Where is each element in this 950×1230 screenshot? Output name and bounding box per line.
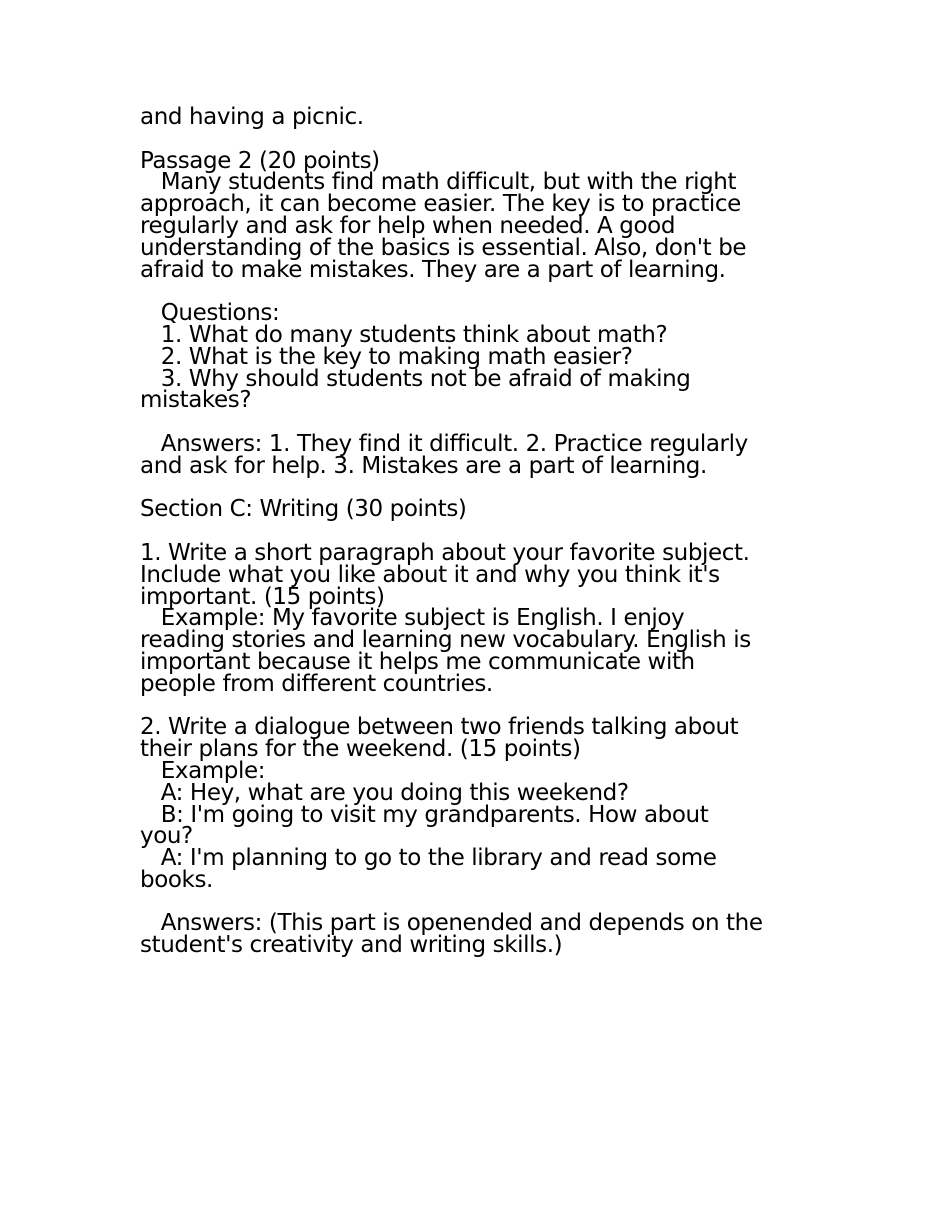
question-line: 3. Why should students not be afraid of making <box>140 365 691 392</box>
writing-task-2-line: their plans for the weekend. (15 points) <box>140 736 581 763</box>
writing-task-2-line: you? <box>140 823 193 850</box>
writing-task-2-line: B: I'm going to visit my grandparents. How about <box>140 801 709 828</box>
question-line: 2. What is the key to making math easier? <box>140 343 633 370</box>
passage-text-line: afraid to make mistakes. They are a part of learning. <box>140 256 726 283</box>
passage-2-heading: Passage 2 (20 points) <box>140 147 380 174</box>
passage-text-line: regularly and ask for help when needed. A good <box>140 212 676 239</box>
writing-task-1-line: Example: My favorite subject is English. I enjoy <box>140 605 685 632</box>
writing-task-1-line: important. (15 points) <box>140 583 385 610</box>
passage-text-line: approach, it can become easier. The key is to practice <box>140 191 741 218</box>
writing-task-1-line: reading stories and learning new vocabulary. English is <box>140 627 751 654</box>
writing-answer-line: Answers: (This part is openended and depends on the <box>140 910 763 937</box>
question-line: 1. What do many students think about math? <box>140 321 668 348</box>
document-body <box>140 104 820 959</box>
intro-tail-line: and having a picnic. <box>140 104 364 130</box>
passage-text-line: Many students find math difficult, but with the right <box>140 169 737 196</box>
passage-text-line: understanding of the basics is essential. Also, don't be <box>140 234 747 261</box>
writing-task-2-line: A: I'm planning to go to the library and read some <box>140 845 717 872</box>
questions-label: Questions: <box>140 300 280 327</box>
answer-line: and ask for help. 3. Mistakes are a part of learning. <box>140 452 707 479</box>
writing-task-1-line: 1. Write a short paragraph about your favorite subject. <box>140 539 750 566</box>
section-c-heading: Section C: Writing (30 points) <box>140 496 467 523</box>
writing-answer-line: student's creativity and writing skills.) <box>140 932 563 959</box>
writing-task-2-line: books. <box>140 866 213 893</box>
answer-line: Answers: 1. They find it difficult. 2. Practice regularly <box>140 430 748 457</box>
writing-task-1-line: people from different countries. <box>140 670 493 697</box>
writing-task-1-line: important because it helps me communicate with <box>140 648 695 675</box>
writing-task-2-line: 2. Write a dialogue between two friends talking about <box>140 714 739 741</box>
question-line: mistakes? <box>140 387 252 414</box>
writing-task-1-line: Include what you like about it and why you think it's <box>140 561 720 588</box>
writing-task-2-line: A: Hey, what are you doing this weekend? <box>140 779 629 806</box>
writing-task-2-line: Example: <box>140 757 266 784</box>
